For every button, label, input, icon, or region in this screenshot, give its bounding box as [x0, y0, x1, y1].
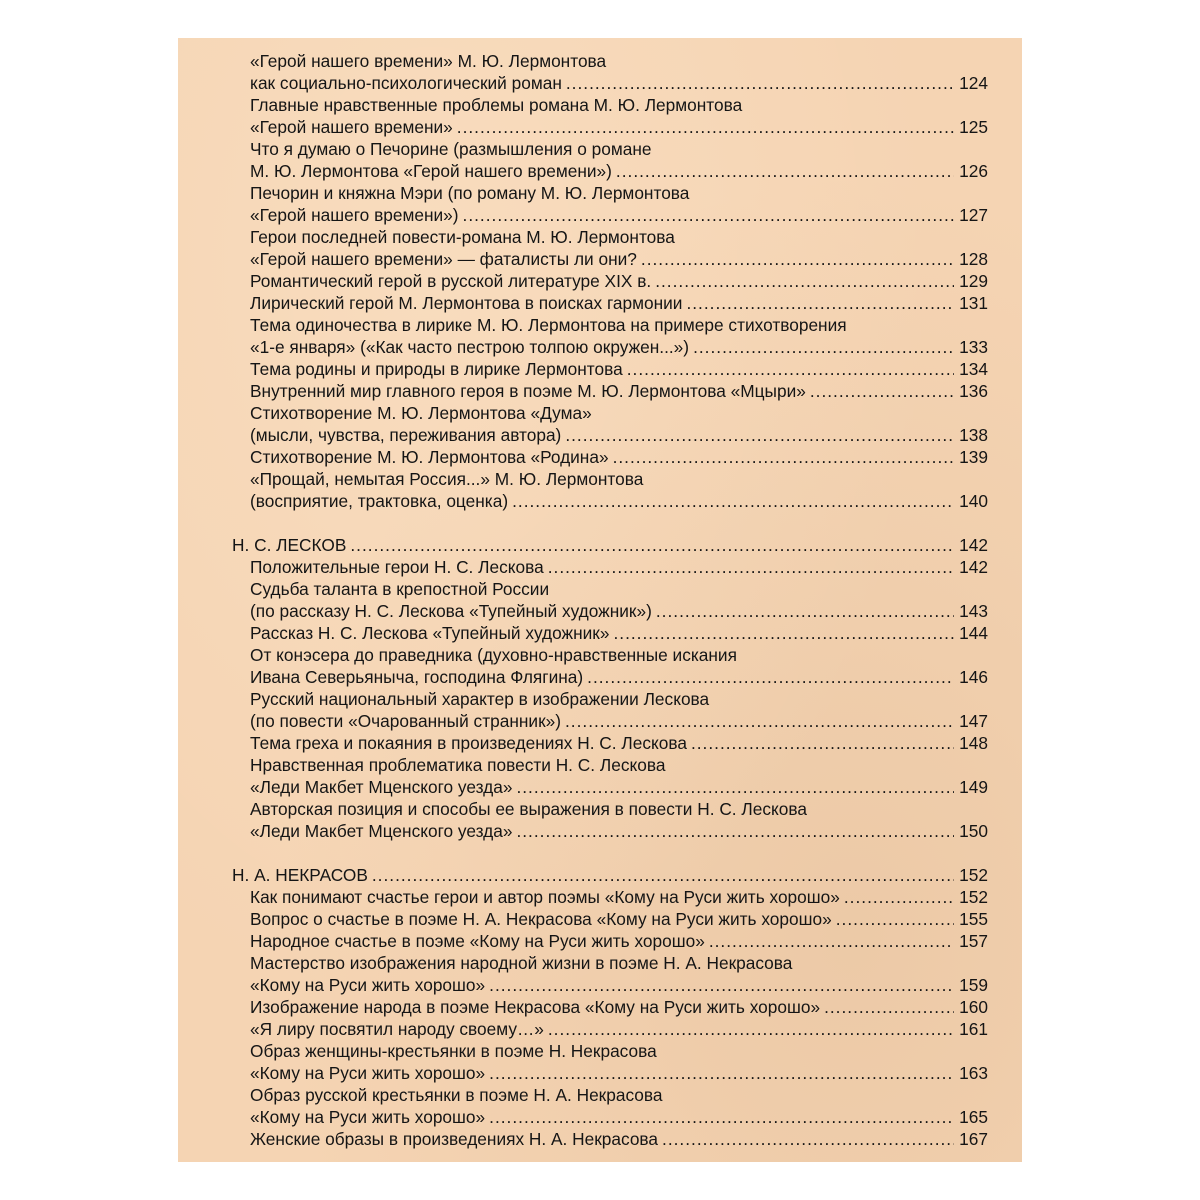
- toc-entry-title-line: «Леди Макбет Мценского уезда»: [250, 777, 513, 797]
- dot-leader: [457, 116, 954, 138]
- page-number: 165: [959, 1107, 988, 1127]
- toc-entry: [208, 1040, 988, 1084]
- table-of-contents: [208, 50, 988, 1150]
- section-gap: [208, 842, 988, 864]
- toc-entry: [208, 138, 988, 182]
- toc-entry-last-line: [208, 908, 988, 930]
- page-number: 157: [959, 931, 988, 951]
- toc-entry-title-line: «Я лиру посвятил народу своему…»: [250, 1019, 544, 1039]
- toc-entry-last-line: [208, 380, 988, 402]
- toc-entry-last-line: [208, 72, 988, 94]
- dot-leader: [565, 424, 954, 446]
- toc-entry: [208, 930, 988, 952]
- toc-entry: [208, 578, 988, 622]
- dot-leader: [693, 336, 954, 358]
- dot-leader: [836, 908, 954, 930]
- dot-leader: [463, 204, 954, 226]
- toc-entry-last-line: [208, 622, 988, 644]
- toc-entry-last-line: [208, 1128, 988, 1150]
- toc-entry: [208, 446, 988, 468]
- toc-entry: [208, 556, 988, 578]
- toc-entry-title-line: Судьба таланта в крепостной России: [250, 579, 550, 599]
- toc-entry-last-line: [208, 1062, 988, 1084]
- toc-entry-title-line: Образ женщины-крестьянки в поэме Н. Некрасова: [250, 1041, 657, 1061]
- page-number: 167: [959, 1129, 988, 1149]
- page-number: 142: [959, 535, 988, 555]
- toc-entry-title-line: Тема родины и природы в лирике Лермонтова: [250, 359, 623, 379]
- toc-entry-last-line: [208, 930, 988, 952]
- dot-leader: [516, 776, 954, 798]
- toc-entry: [208, 314, 988, 358]
- toc-entry-title-line: (по рассказу Н. С. Лескова «Тупейный художник»): [250, 601, 652, 621]
- toc-entry: [208, 94, 988, 138]
- toc-entry-title-line: Образ русской крестьянки в поэме Н. А. Некрасова: [250, 1085, 663, 1105]
- page-number: 147: [959, 711, 988, 731]
- toc-entry: [208, 270, 988, 292]
- toc-entry-title-line: Стихотворение М. Ю. Лермонтова «Родина»: [250, 447, 609, 467]
- toc-entry-last-line: [208, 446, 988, 468]
- toc-entry: [208, 996, 988, 1018]
- toc-entry: [208, 226, 988, 270]
- toc-entry-title-line: «Герой нашего времени» М. Ю. Лермонтова: [250, 51, 607, 71]
- toc-entry: [208, 908, 988, 930]
- toc-entry-title-line: Вопрос о счастье в поэме Н. А. Некрасова «Кому на Руси жить хорошо»: [250, 909, 832, 929]
- toc-entry-title-line: Н. С. ЛЕСКОВ: [232, 535, 347, 555]
- toc-entry: [208, 182, 988, 226]
- dot-leader: [662, 1128, 954, 1150]
- toc-entry-title-line: Стихотворение М. Ю. Лермонтова «Дума»: [250, 403, 592, 423]
- toc-entry-title-line: (по повести «Очарованный странник»): [250, 711, 561, 731]
- page-number: 142: [959, 557, 988, 577]
- toc-entry-title-line: (восприятие, трактовка, оценка): [250, 491, 509, 511]
- dot-leader: [372, 864, 954, 886]
- dot-leader: [686, 292, 954, 314]
- toc-entry-title-line: Положительные герои Н. С. Лескова: [250, 557, 544, 577]
- page-number: 152: [959, 887, 988, 907]
- page-number: 140: [959, 491, 988, 511]
- toc-entry-title-line: «Герой нашего времени»): [250, 205, 459, 225]
- page-number: 131: [959, 293, 988, 313]
- toc-entry-title-line: (мысли, чувства, переживания автора): [250, 425, 562, 445]
- toc-entry-title-line: Как понимают счастье герои и автор поэмы «Кому на Руси жить хорошо»: [250, 887, 840, 907]
- toc-entry-last-line: [208, 116, 988, 138]
- toc-entry-last-line: [208, 886, 988, 908]
- page-number: 163: [959, 1063, 988, 1083]
- page-number: 128: [959, 249, 988, 269]
- toc-entry-last-line: [208, 556, 988, 578]
- page-number: 134: [959, 359, 988, 379]
- page-number: 160: [959, 997, 988, 1017]
- toc-entry-title-line: Что я думаю о Печорине (размышления о романе: [250, 139, 652, 159]
- page-number: 127: [959, 205, 988, 225]
- dot-leader: [691, 732, 954, 754]
- toc-entry: [208, 468, 988, 512]
- toc-entry-title-line: Н. А. НЕКРАСОВ: [232, 865, 368, 885]
- page-number: 129: [959, 271, 988, 291]
- page-number: 136: [959, 381, 988, 401]
- toc-entry-title-line: Внутренний мир главного героя в поэме М. Ю. Лермонтова «Мцыри»: [250, 381, 806, 401]
- toc-entry: [208, 688, 988, 732]
- dot-leader: [565, 710, 954, 732]
- dot-leader: [548, 556, 954, 578]
- toc-entry-last-line: [208, 270, 988, 292]
- page-number: 155: [959, 909, 988, 929]
- toc-entry-title-line: «Герой нашего времени» — фаталисты ли они?: [250, 249, 637, 269]
- toc-entry-last-line: [208, 864, 988, 886]
- toc-entry-last-line: [208, 732, 988, 754]
- toc-entry: [208, 1084, 988, 1128]
- toc-entry: [208, 952, 988, 996]
- toc-entry-title-line: Тема одиночества в лирике М. Ю. Лермонтова на примере стихотворения: [250, 315, 847, 335]
- dot-leader: [516, 820, 954, 842]
- toc-entry-last-line: [208, 358, 988, 380]
- toc-entry: [208, 798, 988, 842]
- dot-leader: [656, 600, 954, 622]
- toc-entry-last-line: [208, 1018, 988, 1040]
- toc-entry-title-line: Герои последней повести-романа М. Ю. Лермонтова: [250, 227, 675, 247]
- toc-entry-title-line: Русский национальный характер в изображении Лескова: [250, 689, 710, 709]
- dot-leader: [489, 1106, 954, 1128]
- dot-leader: [587, 666, 954, 688]
- toc-entry: [208, 622, 988, 644]
- toc-entry-title-line: Печорин и княжна Мэри (по роману М. Ю. Лермонтова: [250, 183, 690, 203]
- dot-leader: [709, 930, 954, 952]
- toc-entry-last-line: [208, 974, 988, 996]
- toc-entry-title-line: Авторская позиция и способы ее выражения в повести Н. С. Лескова: [250, 799, 807, 819]
- page-number: 126: [959, 161, 988, 181]
- toc-entry-last-line: [208, 534, 988, 556]
- dot-leader: [641, 248, 954, 270]
- toc-entry-last-line: [208, 490, 988, 512]
- dot-leader: [489, 1062, 954, 1084]
- toc-entry-title-line: Женские образы в произведениях Н. А. Некрасова: [250, 1129, 659, 1149]
- toc-entry-last-line: [208, 710, 988, 732]
- toc-entry-last-line: [208, 160, 988, 182]
- page-number: 133: [959, 337, 988, 357]
- page-number: 144: [959, 623, 988, 643]
- toc-entry-title-line: «Леди Макбет Мценского уезда»: [250, 821, 513, 841]
- page-number: 143: [959, 601, 988, 621]
- dot-leader: [844, 886, 954, 908]
- toc-entry-last-line: [208, 424, 988, 446]
- page-number: 124: [959, 73, 988, 93]
- dot-leader: [613, 446, 954, 468]
- page-number: 161: [959, 1019, 988, 1039]
- toc-entry-last-line: [208, 336, 988, 358]
- toc-entry-title-line: Тема греха и покаяния в произведениях Н. С. Лескова: [250, 733, 687, 753]
- toc-entry-title-line: Мастерство изображения народной жизни в поэме Н. А. Некрасова: [250, 953, 793, 973]
- toc-entry-title-line: «Прощай, немытая Россия...» М. Ю. Лермонтова: [250, 469, 644, 489]
- toc-entry-last-line: [208, 996, 988, 1018]
- dot-leader: [350, 534, 954, 556]
- toc-entry-last-line: [208, 666, 988, 688]
- page-number: 150: [959, 821, 988, 841]
- toc-entry: [208, 380, 988, 402]
- toc-entry: [208, 1128, 988, 1150]
- toc-entry-title-line: как социально-психологический роман: [250, 73, 562, 93]
- dot-leader: [616, 160, 954, 182]
- page-number: 138: [959, 425, 988, 445]
- dot-leader: [810, 380, 954, 402]
- toc-entry-last-line: [208, 820, 988, 842]
- toc-entry-last-line: [208, 292, 988, 314]
- toc-entry-title-line: Ивана Северьяныча, господина Флягина): [250, 667, 584, 687]
- dot-leader: [824, 996, 954, 1018]
- toc-entry: [208, 754, 988, 798]
- toc-entry-title-line: Изображение народа в поэме Некрасова «Кому на Руси жить хорошо»: [250, 997, 821, 1017]
- page-number: 125: [959, 117, 988, 137]
- dot-leader: [512, 490, 954, 512]
- book-page: [178, 38, 1022, 1162]
- toc-section-heading: [208, 534, 988, 556]
- section-gap: [208, 512, 988, 534]
- toc-entry-title-line: Народное счастье в поэме «Кому на Руси жить хорошо»: [250, 931, 705, 951]
- toc-entry-last-line: [208, 1106, 988, 1128]
- toc-entry-last-line: [208, 248, 988, 270]
- toc-entry: [208, 402, 988, 446]
- toc-entry: [208, 644, 988, 688]
- toc-entry: [208, 50, 988, 94]
- toc-entry-title-line: От конэсера до праведника (духовно-нравственные искания: [250, 645, 737, 665]
- toc-entry-title-line: Главные нравственные проблемы романа М. Ю. Лермонтова: [250, 95, 743, 115]
- toc-entry: [208, 886, 988, 908]
- dot-leader: [489, 974, 954, 996]
- page-number: 139: [959, 447, 988, 467]
- dot-leader: [566, 72, 954, 94]
- toc-entry: [208, 1018, 988, 1040]
- dot-leader: [548, 1018, 954, 1040]
- page-number: 159: [959, 975, 988, 995]
- toc-entry-title-line: Нравственная проблематика повести Н. С. Лескова: [250, 755, 666, 775]
- toc-entry-title-line: «Кому на Руси жить хорошо»: [250, 1107, 486, 1127]
- toc-entry-title-line: Лирический герой М. Лермонтова в поисках гармонии: [250, 293, 683, 313]
- toc-entry-title-line: «Кому на Руси жить хорошо»: [250, 975, 486, 995]
- toc-entry-title-line: «Кому на Руси жить хорошо»: [250, 1063, 486, 1083]
- dot-leader: [655, 270, 954, 292]
- page-number: 152: [959, 865, 988, 885]
- toc-entry: [208, 292, 988, 314]
- toc-entry-title-line: «1-е января» («Как часто пестрою толпою окружен...»): [250, 337, 690, 357]
- toc-section-heading: [208, 864, 988, 886]
- page-number: 146: [959, 667, 988, 687]
- toc-entry-last-line: [208, 600, 988, 622]
- toc-entry: [208, 732, 988, 754]
- toc-entry-title-line: М. Ю. Лермонтова «Герой нашего времени»): [250, 161, 612, 181]
- dot-leader: [613, 622, 954, 644]
- toc-entry-title-line: Романтический герой в русской литературе XIX в.: [250, 271, 652, 291]
- toc-entry-title-line: «Герой нашего времени»: [250, 117, 453, 137]
- toc-entry-last-line: [208, 204, 988, 226]
- toc-entry: [208, 358, 988, 380]
- page-number: 148: [959, 733, 988, 753]
- dot-leader: [627, 358, 954, 380]
- toc-entry-last-line: [208, 776, 988, 798]
- page-number: 149: [959, 777, 988, 797]
- toc-entry-title-line: Рассказ Н. С. Лескова «Тупейный художник»: [250, 623, 610, 643]
